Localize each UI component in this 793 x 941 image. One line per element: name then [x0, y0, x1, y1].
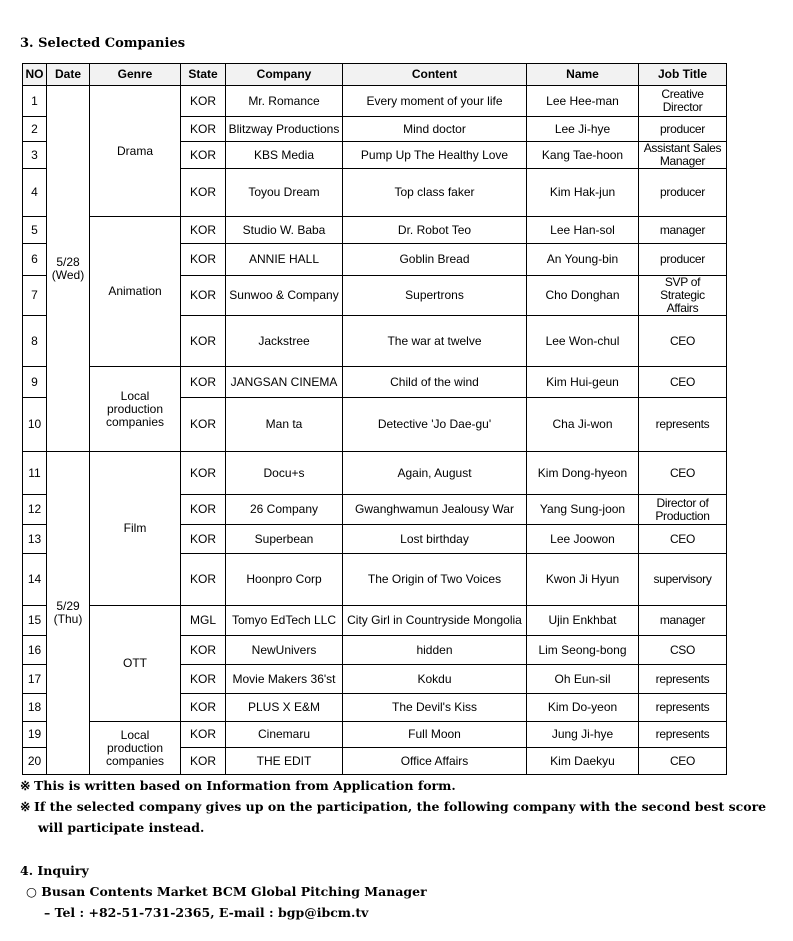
name-cell: An Young-bin	[527, 244, 639, 276]
row-no: 2	[23, 117, 47, 142]
reference-mark-icon: ※	[20, 778, 31, 793]
job-title-cell: CEO	[639, 316, 727, 367]
table-row	[23, 722, 727, 748]
name-cell: Ujin Enkhbat	[527, 606, 639, 636]
inquiry-contact-details: – Tel : +82-51-731-2365, E-mail : bgp@ibcm.tv	[44, 905, 369, 920]
name-cell: Lee Joowon	[527, 525, 639, 554]
job-title-line: Manager	[659, 154, 706, 168]
row-no: 8	[23, 316, 47, 367]
table-header-row	[23, 64, 727, 86]
selected-companies-table	[22, 63, 727, 775]
genre-label: Drama	[116, 143, 153, 158]
content-cell: Pump Up The Healthy Love	[343, 142, 527, 169]
company-cell: Toyou Dream	[226, 169, 343, 217]
content-cell: The Origin of Two Voices	[343, 554, 527, 606]
job-title-line: SVP of Strategic	[660, 275, 705, 302]
row-no: 5	[23, 217, 47, 244]
company-cell: Tomyo EdTech LLC	[226, 606, 343, 636]
genre-cell	[90, 86, 181, 217]
job-title-cell	[639, 276, 727, 316]
name-cell: Lee Han-sol	[527, 217, 639, 244]
content-cell: Lost birthday	[343, 525, 527, 554]
job-title-cell: CEO	[639, 525, 727, 554]
company-cell: KBS Media	[226, 142, 343, 169]
name-cell: Kim Hui-geun	[527, 367, 639, 398]
genre-label: production	[106, 740, 164, 755]
content-cell: Dr. Robot Teo	[343, 217, 527, 244]
job-title-cell: manager	[639, 606, 727, 636]
state-cell: KOR	[181, 636, 226, 665]
content-cell: Mind doctor	[343, 117, 527, 142]
inquiry-contact-name: Busan Contents Market BCM Global Pitching Manager	[41, 884, 427, 899]
date-weekday: (Thu)	[53, 612, 83, 626]
company-cell: Hoonpro Corp	[226, 554, 343, 606]
job-title-line: Director of	[656, 495, 709, 510]
content-cell: Again, August	[343, 452, 527, 495]
note-2-continuation: will participate instead.	[38, 820, 205, 835]
row-no: 12	[23, 495, 47, 525]
row-no: 16	[23, 636, 47, 665]
state-cell: KOR	[181, 276, 226, 316]
name-cell: Cho Donghan	[527, 276, 639, 316]
company-cell: Man ta	[226, 398, 343, 452]
circle-bullet-icon: ○	[26, 884, 37, 899]
row-no: 15	[23, 606, 47, 636]
job-title-cell: CEO	[639, 452, 727, 495]
genre-label: production	[106, 401, 164, 416]
content-cell: Full Moon	[343, 722, 527, 748]
name-cell: Kwon Ji Hyun	[527, 554, 639, 606]
content-cell: Every moment of your life	[343, 86, 527, 117]
name-cell: Kim Do-yeon	[527, 694, 639, 722]
job-title-cell: represents	[639, 722, 727, 748]
genre-label: Local	[120, 727, 150, 742]
company-cell: Docu+s	[226, 452, 343, 495]
date-cell	[47, 452, 90, 775]
section-4-title: 4. Inquiry	[20, 863, 89, 878]
genre-label: OTT	[123, 656, 147, 670]
row-no: 14	[23, 554, 47, 606]
state-cell: KOR	[181, 244, 226, 276]
row-no: 7	[23, 276, 47, 316]
header-content: Content	[343, 64, 527, 86]
genre-label: Local	[120, 388, 150, 403]
content-cell: The Devil's Kiss	[343, 694, 527, 722]
date-cell	[47, 86, 90, 452]
row-no: 18	[23, 694, 47, 722]
state-cell: KOR	[181, 665, 226, 694]
state-cell: MGL	[181, 606, 226, 636]
job-title-line: Director	[662, 100, 703, 114]
header-genre: Genre	[90, 64, 181, 86]
name-cell: Kim Dong-hyeon	[527, 452, 639, 495]
content-cell: hidden	[343, 636, 527, 665]
job-title-cell: producer	[639, 169, 727, 217]
job-title-cell: represents	[639, 694, 727, 722]
state-cell: KOR	[181, 748, 226, 775]
note-2	[20, 799, 766, 814]
company-cell: NewUnivers	[226, 636, 343, 665]
job-title-line: Affairs	[666, 301, 699, 315]
name-cell: Jung Ji-hye	[527, 722, 639, 748]
state-cell: KOR	[181, 316, 226, 367]
genre-label: companies	[105, 753, 165, 768]
job-title-cell: producer	[639, 244, 727, 276]
header-date: Date	[47, 64, 90, 86]
job-title-line: Creative	[661, 87, 704, 101]
company-cell: Studio W. Baba	[226, 217, 343, 244]
job-title-cell	[639, 142, 727, 169]
name-cell: Lee Hee-man	[527, 86, 639, 117]
date-weekday: (Wed)	[51, 267, 85, 282]
state-cell: KOR	[181, 217, 226, 244]
row-no: 6	[23, 244, 47, 276]
job-title-cell: producer	[639, 117, 727, 142]
genre-cell	[90, 367, 181, 452]
row-no: 11	[23, 452, 47, 495]
content-cell: Child of the wind	[343, 367, 527, 398]
state-cell: KOR	[181, 367, 226, 398]
row-no: 3	[23, 142, 47, 169]
row-no: 17	[23, 665, 47, 694]
row-no: 19	[23, 722, 47, 748]
name-cell: Cha Ji-won	[527, 398, 639, 452]
job-title-cell	[639, 495, 727, 525]
company-cell: Mr. Romance	[226, 86, 343, 117]
date-day: 5/28	[56, 254, 80, 269]
note-2-text: If the selected company gives up on the participation, the following company with the second best score	[34, 799, 767, 814]
table-row	[23, 217, 727, 244]
company-cell: Movie Makers 36'st	[226, 665, 343, 694]
genre-cell	[90, 452, 181, 606]
job-title-cell: represents	[639, 398, 727, 452]
job-title-cell: represents	[639, 665, 727, 694]
name-cell: Oh Eun-sil	[527, 665, 639, 694]
content-cell: Goblin Bread	[343, 244, 527, 276]
reference-mark-icon: ※	[20, 799, 31, 814]
state-cell: KOR	[181, 694, 226, 722]
table-row	[23, 452, 727, 495]
table-row	[23, 606, 727, 636]
state-cell: KOR	[181, 722, 226, 748]
content-cell: Top class faker	[343, 169, 527, 217]
genre-cell	[90, 217, 181, 367]
header-name: Name	[527, 64, 639, 86]
company-cell: THE EDIT	[226, 748, 343, 775]
note-1	[20, 778, 456, 793]
header-job-title: Job Title	[639, 64, 727, 86]
company-cell: ANNIE HALL	[226, 244, 343, 276]
company-cell: Blitzway Productions	[226, 117, 343, 142]
row-no: 4	[23, 169, 47, 217]
job-title-line: Assistant Sales	[643, 141, 722, 155]
state-cell: KOR	[181, 495, 226, 525]
table-row	[23, 367, 727, 398]
row-no: 20	[23, 748, 47, 775]
header-no: NO	[23, 64, 47, 86]
name-cell: Kim Hak-jun	[527, 169, 639, 217]
company-cell: Sunwoo & Company	[226, 276, 343, 316]
row-no: 10	[23, 398, 47, 452]
company-cell: PLUS X E&M	[226, 694, 343, 722]
state-cell: KOR	[181, 554, 226, 606]
state-cell: KOR	[181, 169, 226, 217]
job-title-cell: manager	[639, 217, 727, 244]
header-state: State	[181, 64, 226, 86]
job-title-cell	[639, 86, 727, 117]
inquiry-contact	[26, 884, 427, 899]
content-cell: City Girl in Countryside Mongolia	[343, 606, 527, 636]
job-title-cell: CSO	[639, 636, 727, 665]
state-cell: KOR	[181, 142, 226, 169]
genre-label: Animation	[108, 284, 162, 298]
name-cell: Kang Tae-hoon	[527, 142, 639, 169]
company-cell: JANGSAN CINEMA	[226, 367, 343, 398]
name-cell: Yang Sung-joon	[527, 495, 639, 525]
company-cell: Cinemaru	[226, 722, 343, 748]
name-cell: Lim Seong-bong	[527, 636, 639, 665]
state-cell: KOR	[181, 452, 226, 495]
genre-label: Film	[123, 521, 147, 535]
job-title-cell: CEO	[639, 748, 727, 775]
company-cell: Superbean	[226, 525, 343, 554]
name-cell: Lee Won-chul	[527, 316, 639, 367]
state-cell: KOR	[181, 525, 226, 554]
content-cell: Kokdu	[343, 665, 527, 694]
name-cell: Kim Daekyu	[527, 748, 639, 775]
content-cell: Detective 'Jo Dae-gu'	[343, 398, 527, 452]
job-title-cell: supervisory	[639, 554, 727, 606]
name-cell: Lee Ji-hye	[527, 117, 639, 142]
genre-cell	[90, 722, 181, 775]
genre-label: companies	[105, 414, 165, 429]
table-row	[23, 86, 727, 117]
date-day: 5/29	[56, 599, 80, 613]
row-no: 13	[23, 525, 47, 554]
state-cell: KOR	[181, 117, 226, 142]
content-cell: The war at twelve	[343, 316, 527, 367]
note-1-text: This is written based on Information from Application form.	[34, 778, 456, 793]
row-no: 9	[23, 367, 47, 398]
company-cell: 26 Company	[226, 495, 343, 525]
genre-cell	[90, 606, 181, 722]
job-title-cell: CEO	[639, 367, 727, 398]
content-cell: Supertrons	[343, 276, 527, 316]
header-company: Company	[226, 64, 343, 86]
state-cell: KOR	[181, 86, 226, 117]
job-title-line: Production	[655, 508, 710, 523]
content-cell: Gwanghwamun Jealousy War	[343, 495, 527, 525]
section-3-title: 3. Selected Companies	[20, 36, 186, 51]
state-cell: KOR	[181, 398, 226, 452]
row-no: 1	[23, 86, 47, 117]
company-cell: Jackstree	[226, 316, 343, 367]
content-cell: Office Affairs	[343, 748, 527, 775]
